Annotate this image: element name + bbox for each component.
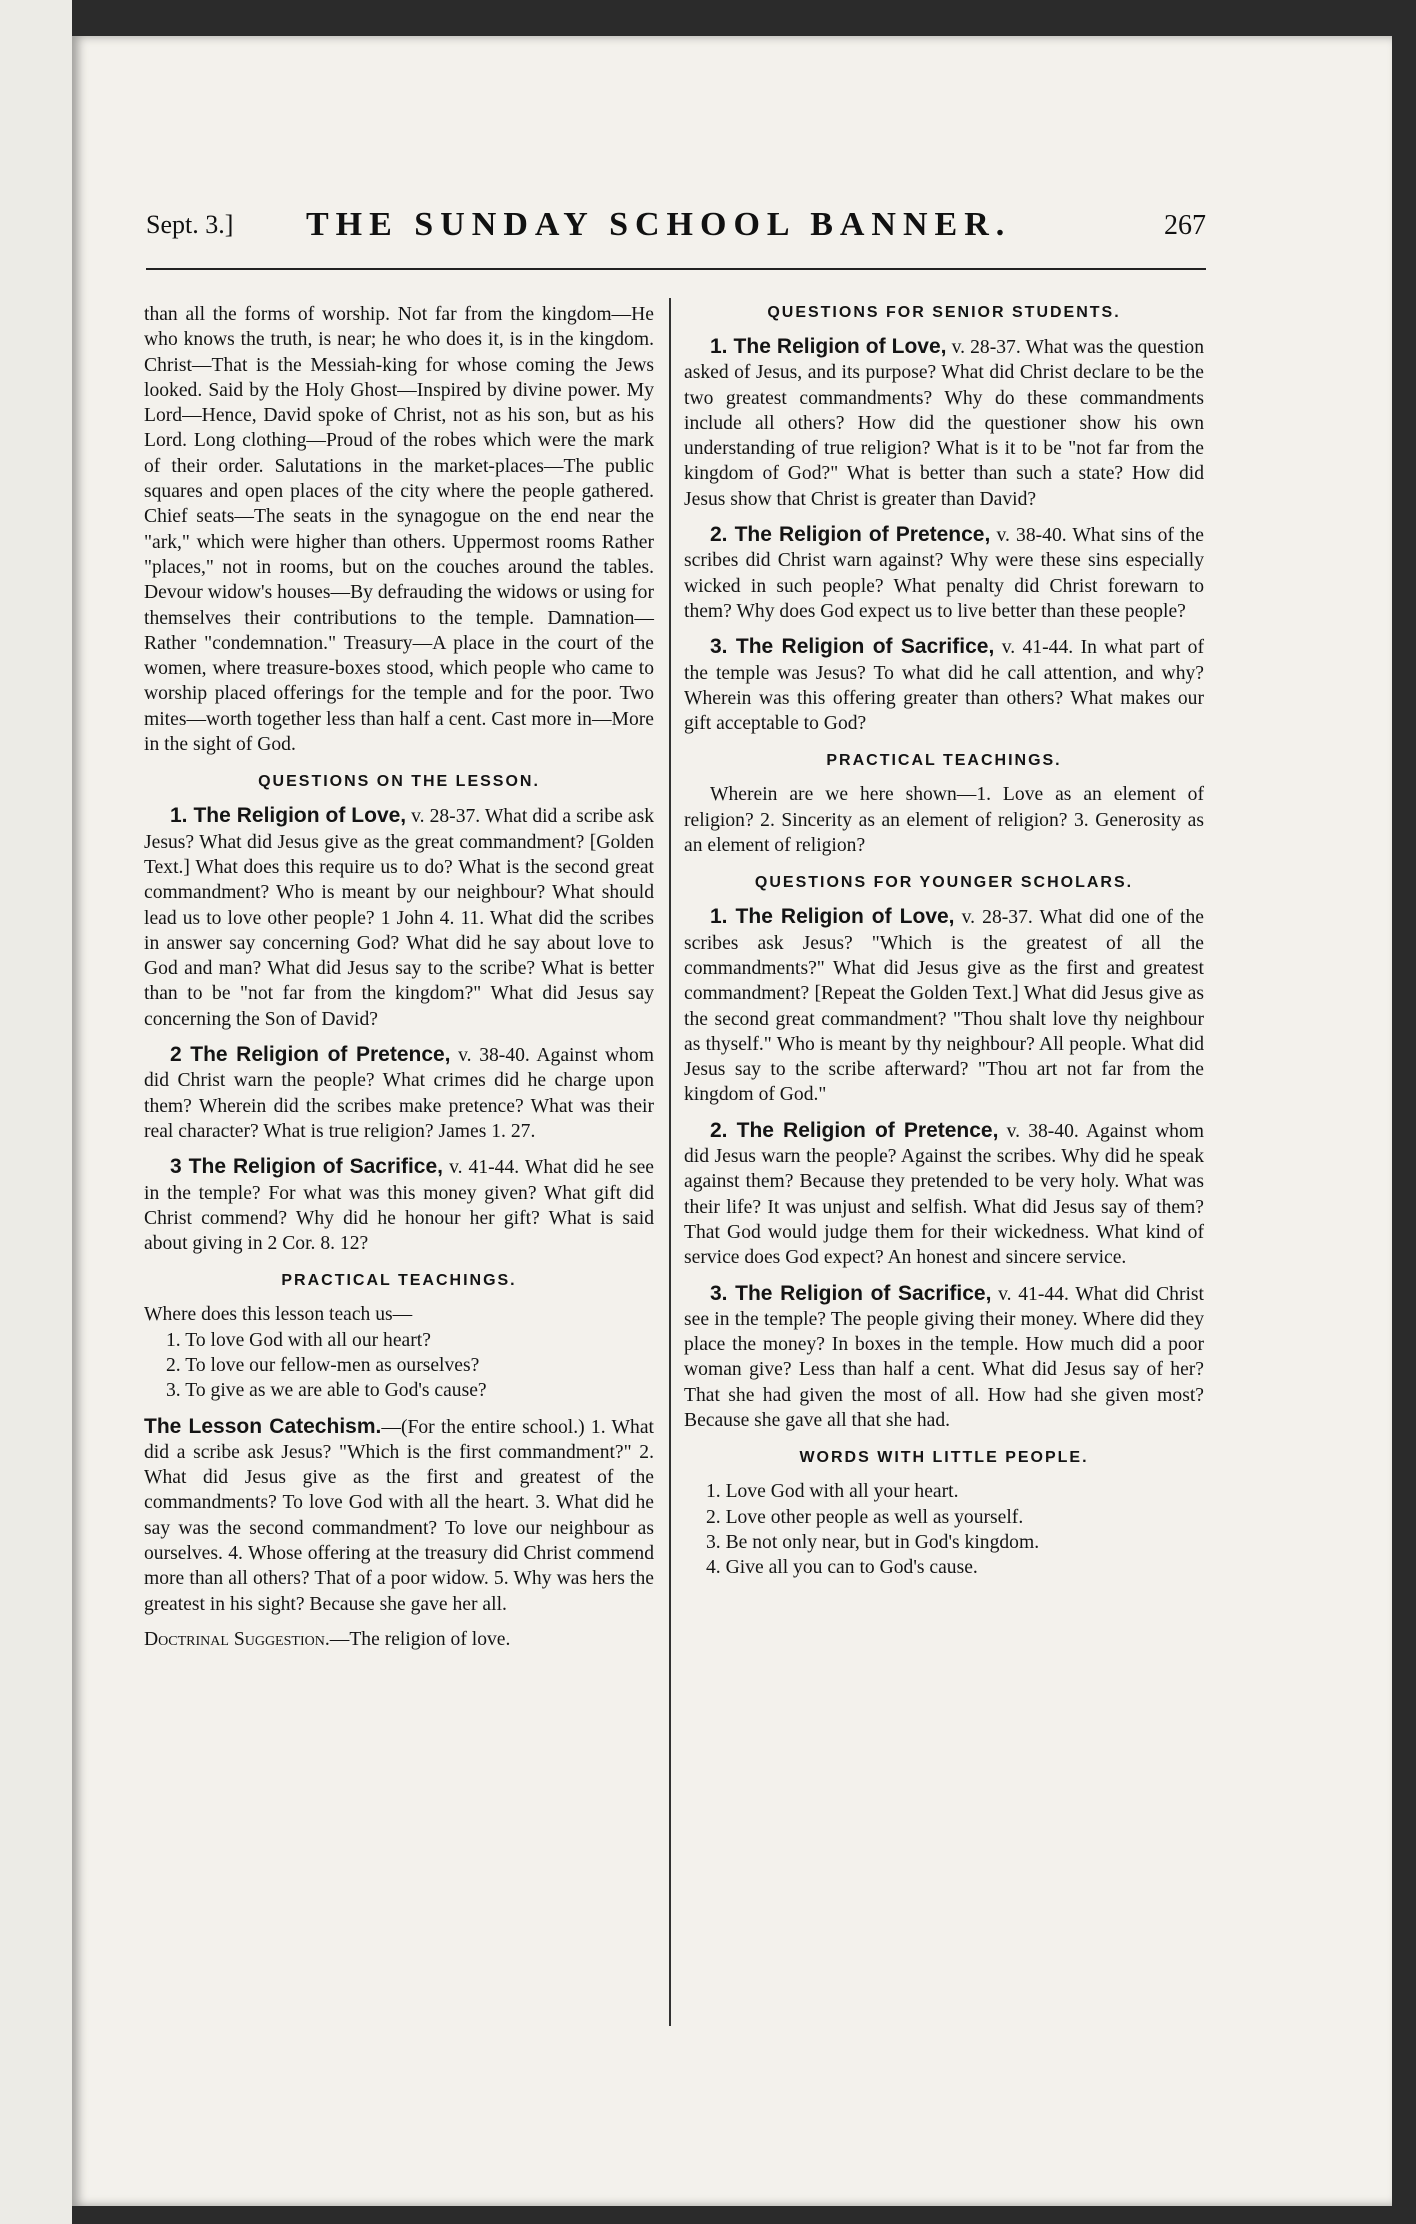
section-heading-practical: PRACTICAL TEACHINGS.: [281, 1272, 517, 1290]
section-heading-senior: QUESTIONS FOR SENIOR STUDENTS.: [767, 304, 1121, 321]
catechism-title: The Lesson Catechism.: [144, 1414, 382, 1438]
question-title: 3. The Religion of Sacrifice,: [710, 1281, 992, 1305]
list-item: 2. Love other people as well as yourself.: [706, 1506, 1024, 1528]
question-text: In what part of the temple was Jesus? To what did he call attention, and why? Wherein was this offering greater than others? What makes our gift acceptable to God?: [684, 637, 1205, 735]
notes-paragraph: than all the forms of worship. Not far from the kingdom—He who knows the truth, is near; he who does it, is in the kingdom. Christ—That is the Messiah-king for whose coming the Jews looked. Said by the Holy Ghost—Inspired by divine power. My Lord—Hence, David spoke of Christ, not as his son, but as his Lord. Long clothing—Proud of the robes which were the mark of their order. Salutations in the market-places—The public squares and open places of the city where the people gathered. Chief seats—The seats in the synagogue on the end near the "ark," which were higher than others. Uppermost rooms Rather "places," not in rooms, but on the couches around the tables. Devour widow's houses—By defrauding the widows or using for themselves their contributions to the temple. Damnation—Rather "condemnation." Treasury—A place in the court of the women, where treasure-boxes stood, which people who came to worship placed offerings for the temple and for the poor. Two mites—worth together less than half a cent. Cast more in—More in the sight of God.: [144, 304, 654, 756]
question-title: 3 The Religion of Sacrifice,: [170, 1155, 444, 1179]
verse-ref: v. 38-40.: [996, 525, 1067, 547]
question-title: 2. The Religion of Pretence,: [710, 1118, 999, 1142]
header-rule: [146, 268, 1206, 270]
left-column: [144, 302, 654, 1652]
section-heading-questions: QUESTIONS ON THE LESSON.: [258, 773, 540, 791]
practical-paragraph: Wherein are we here shown—1. Love as an element of religion? 2. Sincerity as an element of religion? 3. Generosity as an element of religion?: [684, 784, 1204, 857]
younger-question-1: [684, 904, 1204, 1107]
list-item: 1. To love God with all our heart?: [166, 1329, 431, 1351]
list-item: 2. To love our fellow-men as ourselves?: [166, 1354, 480, 1376]
practical-intro: Where does this lesson teach us—: [144, 1304, 413, 1326]
verse-ref: v. 28-37.: [951, 337, 1021, 358]
right-column: [684, 302, 1204, 1580]
running-header: [146, 204, 1206, 264]
words-list: [684, 1479, 1204, 1580]
question-title: 3. The Religion of Sacrifice,: [710, 635, 995, 659]
senior-question-3: [684, 634, 1204, 736]
header-date: Sept. 3.]: [146, 210, 234, 239]
section-heading-practical-right: PRACTICAL TEACHINGS.: [826, 752, 1062, 770]
question-title: 1. The Religion of Love,: [710, 905, 955, 929]
verse-ref: v. 41-44.: [449, 1157, 520, 1179]
section-heading-younger: QUESTIONS FOR YOUNGER SCHOLARS.: [754, 874, 1134, 892]
list-item: 4. Give all you can to God's cause.: [706, 1557, 978, 1579]
question-block-1: [144, 803, 654, 1032]
doctrinal-suggestion: [144, 1627, 654, 1652]
question-block-2: [144, 1042, 654, 1144]
question-text: What did one of the scribes ask Jesus? "Which is the greatest of all the commandments?" What did Jesus give as the first and greatest commandment? [Repeat the Golden Text.] What did Jesus give as the second great commandment? "Thou shalt love thy neighbour as thyself." Who is meant by thy neighbour? All people. What did Jesus say to the scribe afterward? "Thou art not far from the kingdom of God.": [684, 907, 1204, 1106]
question-title: 2. The Religion of Pretence,: [710, 523, 991, 547]
question-title: 1. The Religion of Love,: [710, 335, 947, 358]
senior-question-1: [684, 334, 1204, 512]
question-text: What did Christ see in the temple? The people giving their money. Where did they place the money? In boxes in the temple. How much did a poor woman give? Less than half a cent. What did Jesus say of her? That she had given the most of all. How had she given most? Because she gave all that she had.: [684, 1283, 1205, 1431]
adjacent-page-edge: [0, 0, 72, 2224]
senior-question-2: [684, 522, 1204, 624]
question-text: What sins of the scribes did Christ warn against? Why were these sins especially wicked in such people? What penalty did Christ forewarn to them? Why does God expect us to live better than these people?: [684, 525, 1204, 622]
younger-question-2: [684, 1118, 1204, 1271]
question-block-3: [144, 1154, 654, 1256]
doctrinal-text: —The religion of love.: [329, 1628, 511, 1650]
list-item: 3. Be not only near, but in God's kingdom.: [706, 1531, 1040, 1553]
catechism-text: —(For the entire school.) 1. What did a scribe ask Jesus? "Which is the first commandment?" 2. What did Jesus give as the first and greatest of the commandments? To love God with all the heart. 3. What did he say was the second commandment? To love our neighbour as ourselves. 4. Whose offering at the treasury did Christ commend more than all others? That of a poor widow. 5. Why was hers the greatest in his sight? Because she gave her all.: [144, 1416, 654, 1615]
header-title: THE SUNDAY SCHOOL BANNER.: [306, 206, 1012, 243]
question-title: 2 The Religion of Pretence,: [170, 1043, 451, 1067]
page-number: 267: [1164, 210, 1206, 241]
doctrinal-label: Doctrinal Suggestion.: [144, 1628, 330, 1650]
verse-ref: v. 28-37.: [411, 806, 481, 828]
verse-ref: v. 38-40.: [458, 1045, 530, 1067]
verse-ref: v. 38-40.: [1006, 1120, 1079, 1142]
question-title: 1. The Religion of Love,: [170, 804, 407, 828]
question-text: Against whom did Jesus warn the people? Against the scribes. Why did he speak against them? Because they pretended to be very holy. What was their life? It was unjust and selfish. What did Jesus say of them? That God would judge them for their wickedness. What kind of service does God expect? An honest and sincere service.: [684, 1120, 1205, 1269]
question-text: What did he see in the temple? For what was this money given? What gift did Christ commend? Why did he honour her gift? What is said about giving in 2 Cor. 8. 12?: [144, 1157, 655, 1255]
catechism-paragraph: [144, 1414, 654, 1617]
verse-ref: v. 28-37.: [961, 907, 1033, 929]
verse-ref: v. 41-44.: [998, 1283, 1069, 1305]
question-text: What did a scribe ask Jesus? What did Jesus give as the great commandment? [Golden Text.] What does this require us to do? What is the second great commandment? Who is meant by our neighbour? What should lead us to love other people? 1 John 4. 11. What did the scribes in answer say concerning God? What did he say about love to God and man? What did Jesus say to the scribe? What is better than to be "not far from the kingdom?" What did Jesus say concerning the Son of David?: [144, 806, 654, 1030]
younger-question-3: [684, 1281, 1204, 1434]
column-divider: [669, 298, 671, 2026]
question-text: Against whom did Christ warn the people? What crimes did he charge upon them? Wherein did the scribes make pretence? What was their real character? What is true religion? James 1. 27.: [144, 1045, 654, 1142]
practical-list: [144, 1328, 654, 1404]
question-text: What was the question asked of Jesus, and its purpose? What did Christ declare to be the two greatest commandments? Why do these commandments include all others? How did the questioner show his own understanding of true religion? What is it to be "not far from the kingdom of God?" What is better than such a state? How did Jesus show that Christ is greater than David?: [684, 337, 1205, 510]
list-item: 3. To give as we are able to God's cause?: [166, 1380, 487, 1402]
list-item: 1. Love God with all your heart.: [706, 1481, 959, 1503]
verse-ref: v. 41-44.: [1001, 637, 1074, 659]
section-heading-words: WORDS WITH LITTLE PEOPLE.: [799, 1449, 1089, 1467]
